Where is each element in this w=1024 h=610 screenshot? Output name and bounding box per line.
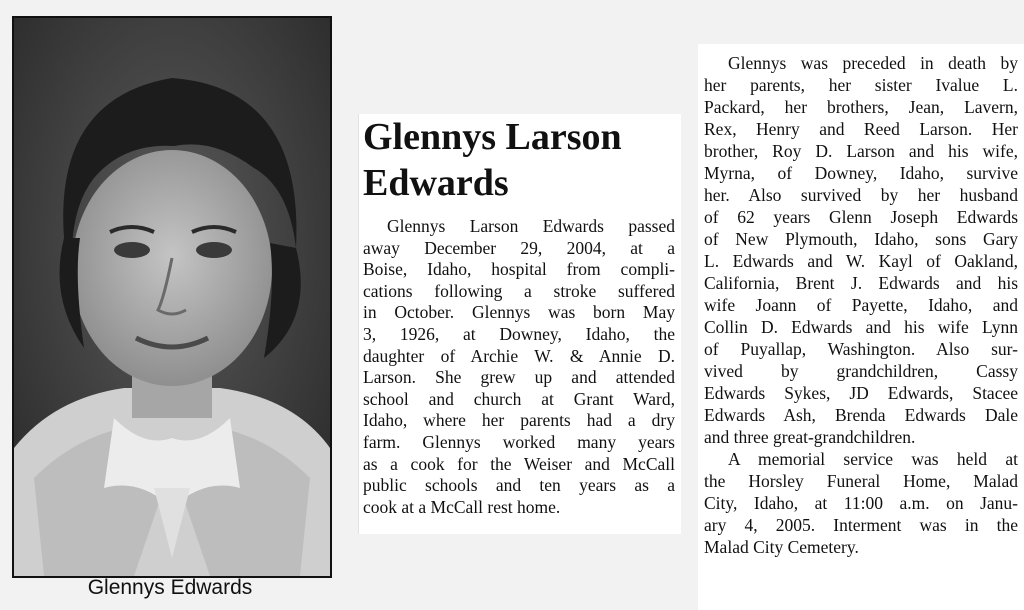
text-line: Packard, her brothers, Jean, Lavern, [704, 97, 1018, 117]
portrait-photo [12, 16, 332, 578]
text-line: daughter of Archie W. & Annie D. [363, 345, 675, 366]
text-line: her. Also survived by her husband [704, 185, 1018, 205]
body-paragraph-3 [698, 448, 1024, 558]
text-line: and three great-grandchildren. [704, 427, 916, 447]
text-line: California, Brent J. Edwards and his [704, 273, 1018, 293]
article-column-2 [698, 44, 1024, 610]
text-line: 3, 1926, at Downey, Idaho, the [363, 323, 675, 344]
text-line: Boise, Idaho, hospital from compli- [363, 259, 675, 280]
article-column-1 [358, 114, 681, 534]
text-line: Malad City Cemetery. [704, 537, 859, 557]
text-line: Collin D. Edwards and his wife Lynn [704, 317, 1018, 337]
body-paragraph-1 [359, 216, 681, 518]
text-line: school and church at Grant Ward, [363, 388, 675, 409]
text-line: Idaho, where her parents had a dry [363, 410, 675, 431]
text-line: away December 29, 2004, at a [363, 237, 675, 258]
text-line: Glennys Larson Edwards passed [387, 216, 675, 236]
text-line: Edwards Sykes, JD Edwards, Stacee [704, 383, 1018, 403]
text-line: Myrna, of Downey, Idaho, survive [704, 163, 1018, 183]
text-line: wife Joann of Payette, Idaho, and [704, 295, 1018, 315]
obituary-headline [359, 114, 681, 206]
text-line: of New Plymouth, Idaho, sons Gary [704, 229, 1018, 249]
text-line: Glennys was preceded in death by [728, 53, 1018, 73]
text-line: Edwards Ash, Brenda Edwards Dale [704, 405, 1018, 425]
text-line: vived by grandchildren, Cassy [704, 361, 1018, 381]
text-line: of 62 years Glenn Joseph Edwards [704, 207, 1018, 227]
text-line: public schools and ten years as a [363, 475, 675, 496]
body-paragraph-2 [698, 52, 1024, 448]
text-line: Larson. She grew up and attended [363, 367, 675, 388]
portrait-illustration [14, 18, 330, 576]
text-line: of Puyallap, Washington. Also sur- [704, 339, 1018, 359]
text-line: the Horsley Funeral Home, Malad [704, 471, 1018, 491]
text-line: cook at a McCall rest home. [363, 496, 561, 517]
photo-caption: Glennys Edwards [87, 576, 253, 599]
text-line: L. Edwards and W. Kayl of Oakland, [704, 251, 1018, 271]
headline-line-2: Edwards [363, 162, 509, 204]
text-line: farm. Glennys worked many years [363, 431, 675, 452]
text-line: Rex, Henry and Reed Larson. Her [704, 119, 1018, 139]
text-line: her parents, her sister Ivalue L. [704, 75, 1018, 95]
text-line: brother, Roy D. Larson and his wife, [704, 141, 1018, 161]
text-line: A memorial service was held at [728, 449, 1018, 469]
text-line: as a cook for the Weiser and McCall [363, 453, 675, 474]
text-line: ary 4, 2005. Interment was in the [704, 515, 1018, 535]
headline-line-1: Glennys Larson [363, 116, 622, 158]
text-line: in October. Glennys was born May [363, 302, 675, 323]
text-line: cations following a stroke suffered [363, 280, 675, 301]
text-line: City, Idaho, at 11:00 a.m. on Janu- [704, 493, 1018, 513]
